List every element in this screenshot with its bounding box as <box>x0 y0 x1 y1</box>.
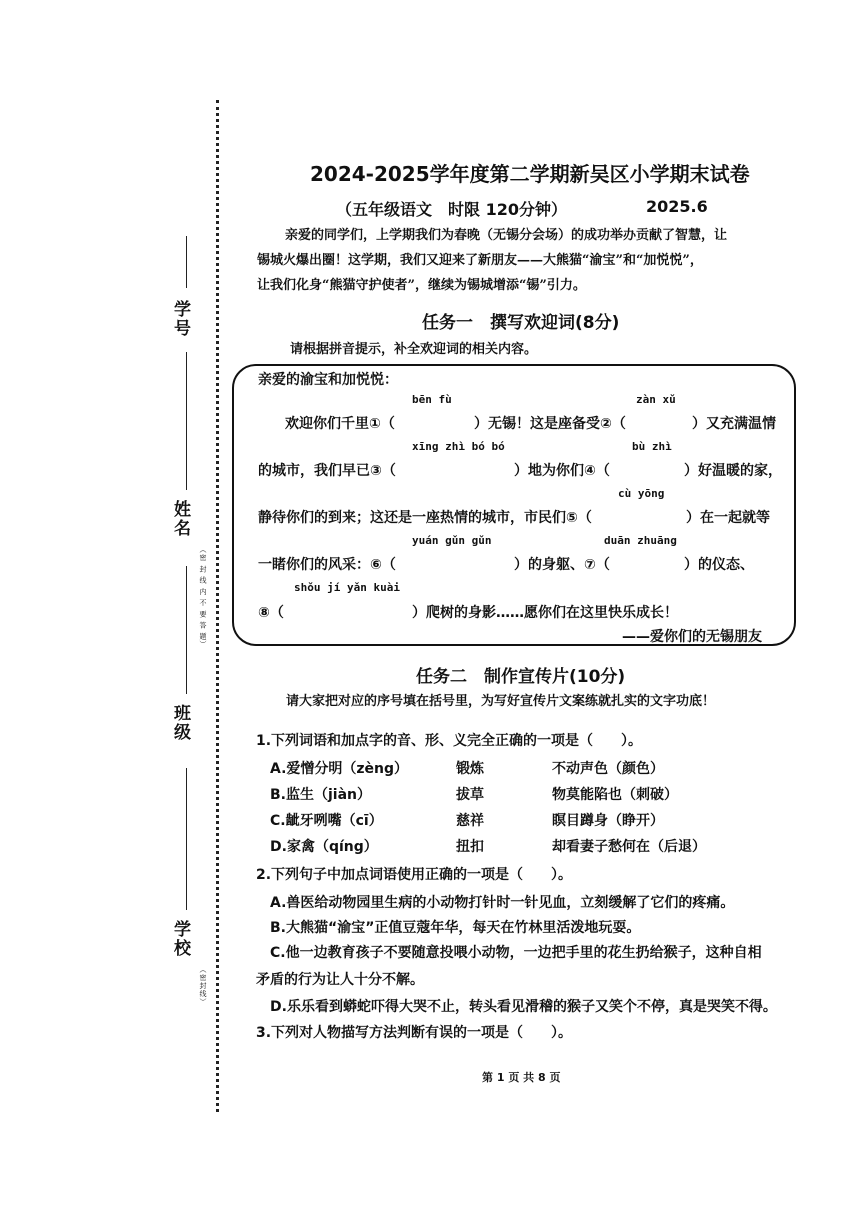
letter-line-1c: ）又充满温情 <box>692 416 776 432</box>
intro-line-2: 锡城火爆出圈！这学期，我们又迎来了新朋友——大熊猫“渝宝”和“加悦悦”， <box>257 253 703 268</box>
q1-option-a-3: 不动声色（颜色） <box>552 761 664 777</box>
letter-line-5a: ⑧（ <box>258 605 284 621</box>
task1-title: 任务一 撰写欢迎词(8分) <box>422 313 620 333</box>
letter-line-2b: ）地为你们④（ <box>514 463 610 479</box>
q1-option-c-2: 慈祥 <box>456 813 484 829</box>
q1-option-b-3: 物莫能陷也（刺破） <box>552 787 678 803</box>
pinyin-5: cù yōng <box>618 487 665 500</box>
pinyin-3: xīng zhì bó bó <box>412 440 505 453</box>
q2-option-c-line2: 矛盾的行为让人十分不解。 <box>256 972 424 988</box>
page-number: 第 1 页 共 8 页 <box>482 1071 561 1084</box>
class-label: 班级 <box>170 704 190 742</box>
pinyin-8: shǒu jí yǎn kuài <box>294 581 400 594</box>
student-no-label: 学号 <box>170 300 190 338</box>
intro-line-3: 让我们化身“熊猫守护使者”，继续为锡城增添“锡”引力。 <box>257 278 586 293</box>
q1-option-a-2: 锻炼 <box>456 761 484 777</box>
letter-line-4a: 一睹你们的风采：⑥（ <box>258 557 396 573</box>
q1-option-d-2: 扭扣 <box>456 839 484 855</box>
school-field[interactable] <box>186 768 187 910</box>
q1-option-b-2: 拔草 <box>456 787 484 803</box>
task2-title: 任务二 制作宣传片(10分) <box>416 667 626 687</box>
name-field[interactable] <box>186 352 187 490</box>
letter-line-3a: 静待你们的到来；这还是一座热情的城市，市民们⑤（ <box>258 510 592 526</box>
exam-title: 2024-2025学年度第二学期新吴区小学期末试卷 <box>310 162 750 186</box>
q1-option-c-3: 瞑目蹲身（睁开） <box>552 813 664 829</box>
q1-option-d-3: 却看妻子愁何在（后退） <box>552 839 706 855</box>
task1-instruction: 请根据拼音提示，补全欢迎词的相关内容。 <box>290 342 538 357</box>
intro-line-1: 亲爱的同学们，上学期我们为春晚（无锡分会场）的成功举办贡献了智慧，让 <box>285 228 728 243</box>
q2-option-c-line1: C.他一边教育孩子不要随意投喂小动物，一边把手里的花生扔给猴子，这种自相 <box>270 945 762 961</box>
pinyin-4: bù zhì <box>632 440 672 453</box>
name-label: 姓名 <box>170 500 190 538</box>
letter-line-3b: ）在一起就等 <box>686 510 770 526</box>
letter-line-1a: 欢迎你们千里①（ <box>285 416 395 432</box>
class-field[interactable] <box>186 566 187 694</box>
seal-dotted-line <box>216 100 219 1112</box>
q1-option-b-1: B.监生（jiàn） <box>270 787 372 803</box>
bottom-note: （密封线） <box>199 966 207 1006</box>
letter-line-2a: 的城市，我们早已③（ <box>258 463 396 479</box>
q1-option-d-1: D.家禽（qíng） <box>270 839 378 855</box>
q2-option-b: B.大熊猫“渝宝”正值豆蔻年华，每天在竹林里活泼地玩耍。 <box>270 920 641 936</box>
seal-note: （密 封 线 内 不 要 答 题） <box>199 546 207 649</box>
letter-line-4c: ）的仪态、 <box>684 557 754 573</box>
letter-line-2c: ）好温暖的家， <box>684 463 782 479</box>
pinyin-7: duān zhuāng <box>604 534 677 547</box>
student-no-field[interactable] <box>186 236 187 288</box>
letter-line-4b: ）的身躯、⑦（ <box>514 557 610 573</box>
pinyin-2: zàn xǔ <box>636 393 676 406</box>
question-2: 2.下列句子中加点词语使用正确的一项是（ ）。 <box>256 867 573 883</box>
letter-line-5b: ）爬树的身影……愿你们在这里快乐成长！ <box>412 605 678 621</box>
q1-option-c-1: C.龇牙咧嘴（cī） <box>270 813 383 829</box>
question-1: 1.下列词语和加点字的音、形、义完全正确的一项是（ ）。 <box>256 733 643 749</box>
pinyin-1: bēn fù <box>412 393 452 406</box>
exam-subtitle: （五年级语文 时限 120分钟） <box>336 200 567 219</box>
task2-instruction: 请大家把对应的序号填在括号里，为写好宣传片文案练就扎实的文字功底！ <box>286 694 716 709</box>
question-3: 3.下列对人物描写方法判断有误的一项是（ ）。 <box>256 1025 573 1041</box>
q1-option-a-1: A.爱憎分明（zèng） <box>270 761 409 777</box>
letter-signature: ——爱你们的无锡朋友 <box>622 629 762 645</box>
school-label: 学校 <box>170 920 190 958</box>
letter-line-1b: ）无锡！这是座备受②（ <box>474 416 626 432</box>
q2-option-a: A.兽医给动物园里生病的小动物打针时一针见血，立刻缓解了它们的疼痛。 <box>270 895 735 911</box>
exam-date: 2025.6 <box>646 197 708 216</box>
q2-option-d: D.乐乐看到蟒蛇吓得大哭不止，转头看见滑稽的猴子又笑个不停，真是哭笑不得。 <box>270 999 777 1015</box>
letter-greeting: 亲爱的渝宝和加悦悦： <box>258 372 398 388</box>
pinyin-6: yuán gǔn gǔn <box>412 534 492 547</box>
